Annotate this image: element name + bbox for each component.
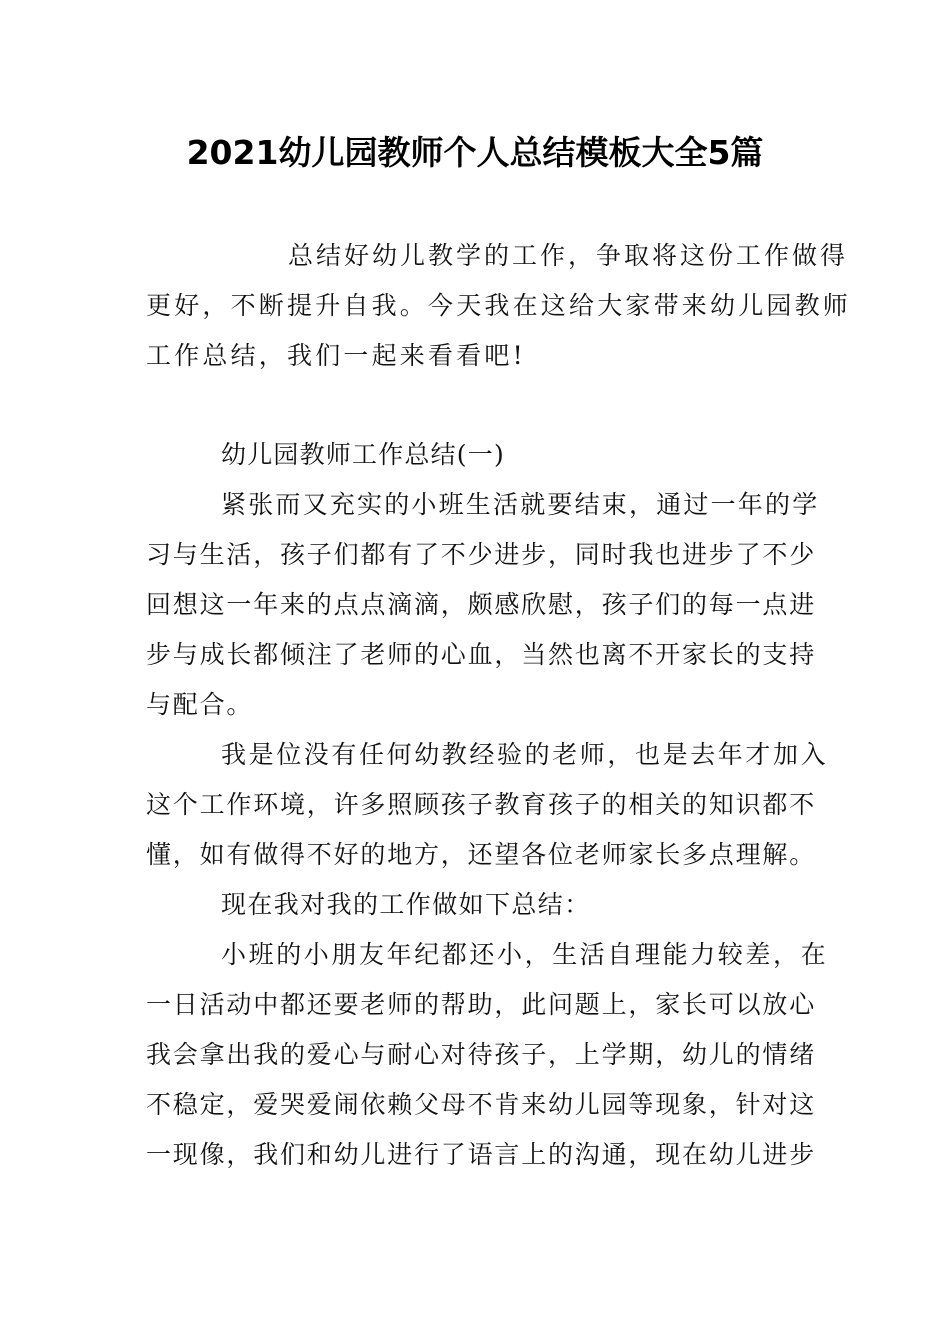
paragraph-line: 现在我对我的工作做如下总结： <box>221 890 591 919</box>
paragraph-line: 紧张而又充实的小班生活就要结束，通过一年的学 <box>221 490 820 519</box>
paragraph-line: 小班的小朋友年纪都还小，生活自理能力较差，在 <box>221 940 829 969</box>
paragraph-line: 步与成长都倾注了老师的心血，当然也离不开家长的支持 <box>146 640 817 669</box>
paragraph-line: 一日活动中都还要老师的帮助，此问题上，家长可以放心 <box>146 990 817 1019</box>
paragraph-line: 我会拿出我的爱心与耐心对待孩子，上学期，幼儿的情绪 <box>146 1040 817 1069</box>
intro-line: 总结好幼儿教学的工作，争取将这份工作做得 <box>288 241 849 270</box>
paragraph-line: 一现像，我们和幼儿进行了语言上的沟通，现在幼儿进步 <box>146 1140 817 1169</box>
paragraph-line: 这个工作环境，许多照顾孩子教育孩子的相关的知识都不 <box>146 790 817 819</box>
paragraph-line: 回想这一年来的点点滴滴，颇感欣慰，孩子们的每一点进 <box>146 590 817 619</box>
paragraph-line: 我是位没有任何幼教经验的老师，也是去年才加入 <box>221 740 829 769</box>
document-title: 2021幼儿园教师个人总结模板大全5篇 <box>186 133 764 172</box>
section-heading: 幼儿园教师工作总结(一) <box>221 440 505 469</box>
paragraph-line: 不稳定，爱哭爱闹依赖父母不肯来幼儿园等现象，针对这 <box>146 1090 817 1119</box>
intro-line: 工作总结，我们一起来看看吧! <box>146 341 526 370</box>
paragraph-line: 与配合。 <box>146 690 254 719</box>
paragraph-line: 习与生活，孩子们都有了不少进步，同时我也进步了不少 <box>146 540 817 569</box>
intro-line: 更好，不断提升自我。今天我在这给大家带来幼儿园教师 <box>146 291 852 320</box>
paragraph-line: 懂，如有做得不好的地方，还望各位老师家长多点理解。 <box>146 840 817 869</box>
